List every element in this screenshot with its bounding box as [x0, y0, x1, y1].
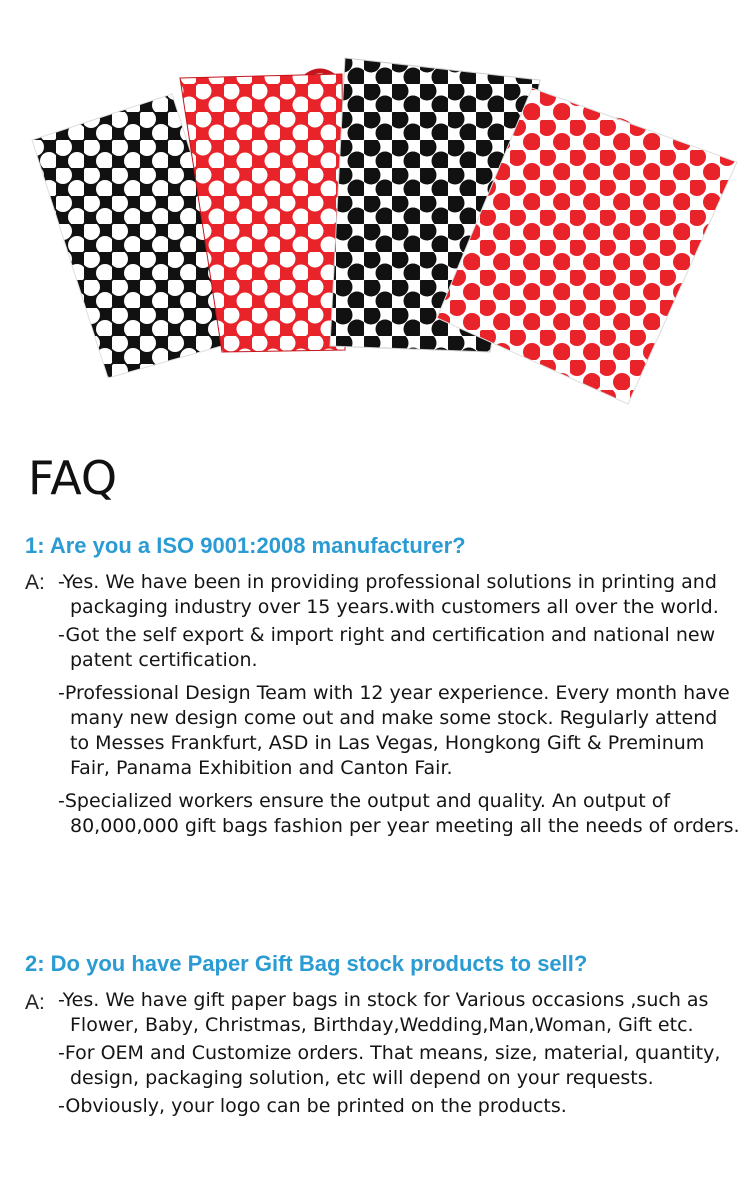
faq-answer-item: -Specialized workers ensure the output and quality. An output of 80,000,000 gift bags fashion per year meeting all the needs of orders.: [58, 790, 740, 837]
hero-product-image: [0, 0, 750, 420]
faq-question-1: 1: Are you a ISO 9001:2008 manufacturer?: [25, 533, 466, 558]
faq-answer-item: -Obviously, your logo can be printed on the products.: [58, 1095, 567, 1117]
faq-answer-1: [58, 570, 740, 839]
faq-answer-2: [58, 988, 740, 1119]
faq-answer-label-2: A:: [25, 991, 45, 1014]
faq-answer-item: -Got the self export & import right and certification and national new patent certification.: [58, 624, 716, 671]
faq-answer-item: -For OEM and Customize orders. That means, size, material, quantity, design, packaging solution, etc will depend on your requests.: [58, 1042, 721, 1089]
faq-answer-item: -Yes. We have been in providing professional solutions in printing and packaging industry over 15 years.with customers all over the world.: [58, 571, 719, 618]
faq-answer-item: -Yes. We have gift paper bags in stock for Various occasions ,such as Flower, Baby, Christmas, Birthday,Wedding,Man,Woman, Gift etc.: [58, 989, 709, 1036]
faq-question-2: 2: Do you have Paper Gift Bag stock products to sell?: [25, 951, 588, 976]
faq-answer-item: -Professional Design Team with 12 year experience. Every month have many new design come out and make some stock. Regularly attend to Messes Frankfurt, ASD in Las Vegas, Hongkong Gift & Preminum Fair, Panama Exhibition and Canton Fair.: [58, 682, 730, 779]
faq-answer-label-1: A:: [25, 571, 45, 594]
faq-heading: FAQ: [28, 451, 118, 505]
